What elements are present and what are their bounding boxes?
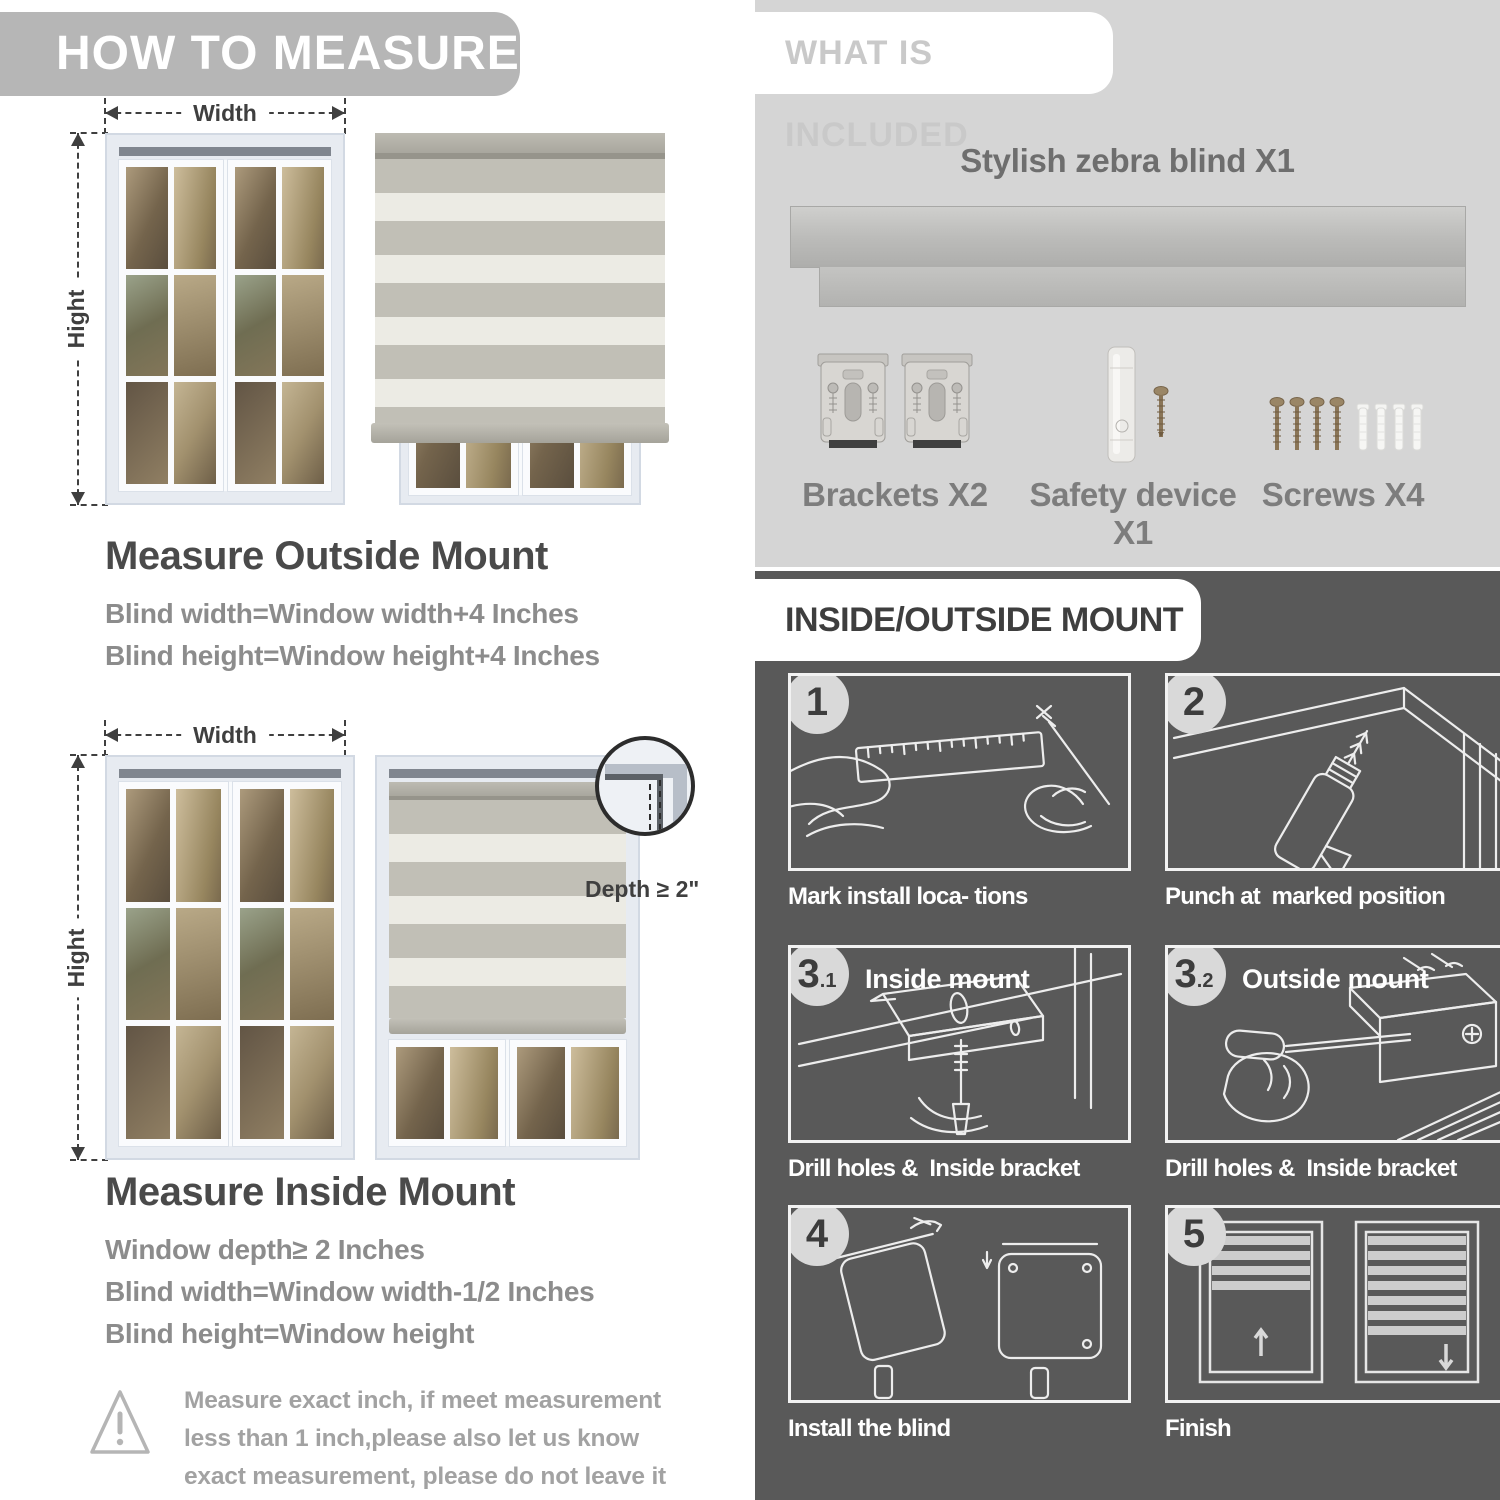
product-label: Stylish zebra blind X1 bbox=[960, 142, 1295, 179]
screws-icon bbox=[1269, 396, 1429, 460]
step-2-panel bbox=[1165, 673, 1500, 871]
blind-headrail-product-lower bbox=[819, 267, 1466, 307]
screws-label: Screws X4 bbox=[1261, 476, 1425, 513]
height-dimension-outside bbox=[63, 133, 90, 505]
step-3-2-panel bbox=[1165, 945, 1500, 1143]
what-is-included-banner bbox=[755, 12, 1113, 154]
blind-fabric bbox=[389, 800, 626, 1018]
depth-magnifier-icon bbox=[595, 736, 695, 836]
window-lintel bbox=[119, 147, 331, 156]
window-lintel bbox=[119, 769, 341, 778]
zebra-blind-inside bbox=[375, 755, 640, 1160]
exclamation-triangle-icon bbox=[88, 1384, 152, 1462]
arrowhead-left-icon bbox=[105, 728, 118, 742]
step-4 bbox=[788, 1205, 1131, 1443]
measure-warning-text: Measure exact inch, if meet measurement less than 1 inch,please also let us know exact measurement, please do not leave it bbox=[184, 1387, 667, 1490]
mount-title: INSIDE/OUTSIDE MOUNT bbox=[785, 601, 1184, 639]
bracket-icon bbox=[901, 350, 973, 456]
window-photo-inside bbox=[105, 755, 355, 1160]
step-badge: 3 .2 bbox=[1165, 945, 1226, 1006]
frame-corner-inner bbox=[605, 774, 663, 832]
step-badge: 5 bbox=[1165, 1205, 1226, 1266]
outside-mount-title: Measure Outside Mount bbox=[105, 534, 548, 578]
blind-bottom-rail bbox=[371, 423, 669, 443]
step-3-2-caption: Drill holes & Inside bracket bbox=[1165, 1155, 1457, 1182]
width-dimension-outside bbox=[105, 102, 345, 124]
blind-headrail bbox=[389, 782, 626, 800]
window-door bbox=[119, 160, 223, 491]
depth-label: Depth ≥ 2" bbox=[585, 876, 700, 902]
arrowhead-left-icon bbox=[105, 106, 118, 120]
safety-device-label: Safety device X1 bbox=[1029, 476, 1237, 551]
inside-mount-line1: Window depth≥ 2 Inches bbox=[105, 1234, 425, 1265]
how-to-measure-banner bbox=[0, 12, 520, 96]
step-4-panel bbox=[788, 1205, 1131, 1403]
step-2 bbox=[1165, 673, 1500, 911]
what-is-included-section bbox=[755, 0, 1500, 567]
step-badge: 4 bbox=[788, 1205, 849, 1266]
anchors bbox=[1357, 404, 1423, 450]
step-3-1-panel bbox=[788, 945, 1131, 1143]
window-doors bbox=[389, 1040, 626, 1146]
blind-headrail bbox=[375, 133, 665, 159]
inside-mount-line2: Blind width=Window width-1/2 Inches bbox=[105, 1276, 595, 1307]
window-photo-outside bbox=[105, 133, 345, 505]
width-dimension-inside bbox=[105, 724, 345, 746]
brackets-label: Brackets X2 bbox=[802, 476, 988, 513]
outside-mount-line1: Blind width=Window width+4 Inches bbox=[105, 598, 579, 629]
zebra-blind-outside bbox=[375, 133, 665, 505]
step-5 bbox=[1165, 1205, 1500, 1443]
arrowhead-right-icon bbox=[332, 728, 345, 742]
inside-mount-title: Measure Inside Mount bbox=[105, 1170, 516, 1214]
window-door bbox=[389, 1040, 505, 1146]
step-3-1-caption: Drill holes & Inside bracket bbox=[788, 1155, 1080, 1182]
width-label: Width bbox=[181, 721, 269, 749]
bracket-icon bbox=[817, 350, 889, 456]
depth-dashed-line bbox=[649, 784, 651, 830]
inside-mount-text-block bbox=[105, 1170, 594, 1355]
width-label: Width bbox=[181, 99, 269, 127]
step-3-2 bbox=[1165, 945, 1500, 1183]
screw-icon bbox=[1153, 386, 1169, 446]
arrowhead-down-icon bbox=[71, 492, 85, 505]
step-2-caption: Punch at marked position bbox=[1165, 883, 1446, 910]
how-to-measure-title: HOW TO MEASURE bbox=[56, 27, 520, 80]
step-5-panel bbox=[1165, 1205, 1500, 1403]
window-door bbox=[510, 1040, 626, 1146]
outside-mount-line2: Blind height=Window height+4 Inches bbox=[105, 640, 600, 671]
height-dimension-inside bbox=[63, 755, 90, 1160]
window-doors bbox=[119, 160, 331, 491]
step-badge: 2 bbox=[1165, 673, 1226, 734]
depth-dashed-line bbox=[659, 780, 661, 830]
step-1-panel bbox=[788, 673, 1131, 871]
arrowhead-down-icon bbox=[71, 1147, 85, 1160]
step-1-caption: Mark install loca- tions bbox=[788, 883, 1028, 910]
what-is-included-title: WHAT IS INCLUDED bbox=[785, 34, 969, 154]
window-door bbox=[228, 160, 332, 491]
blind-front bbox=[375, 133, 665, 443]
step-1 bbox=[788, 673, 1131, 911]
step-badge: 1 bbox=[788, 673, 849, 734]
step-4-caption: Install the blind bbox=[788, 1415, 951, 1442]
window-door bbox=[233, 782, 342, 1146]
window-lintel bbox=[389, 769, 626, 778]
arrowhead-up-icon bbox=[71, 133, 85, 146]
height-label: Hight bbox=[63, 918, 90, 997]
mount-section bbox=[755, 571, 1500, 1500]
arrowhead-right-icon bbox=[332, 106, 345, 120]
mount-banner bbox=[755, 579, 1201, 661]
height-label: Hight bbox=[63, 280, 90, 359]
arrowhead-up-icon bbox=[71, 755, 85, 768]
step-3-1 bbox=[788, 945, 1131, 1183]
window-doors bbox=[119, 782, 341, 1146]
step-5-caption: Finish bbox=[1165, 1415, 1231, 1442]
safety-device-icon bbox=[1103, 344, 1141, 466]
inside-mount-overlay: Inside mount bbox=[865, 964, 1030, 994]
outside-mount-text-block bbox=[105, 534, 600, 677]
outside-mount-overlay: Outside mount bbox=[1242, 964, 1429, 994]
step-badge: 3 .1 bbox=[788, 945, 849, 1006]
blind-fabric bbox=[375, 159, 665, 423]
blind-bottom-rail bbox=[389, 1018, 626, 1034]
inside-mount-line3: Blind height=Window height bbox=[105, 1318, 475, 1349]
window-door bbox=[119, 782, 228, 1146]
blind-headrail-product bbox=[790, 206, 1466, 268]
blind-front bbox=[389, 782, 626, 1034]
